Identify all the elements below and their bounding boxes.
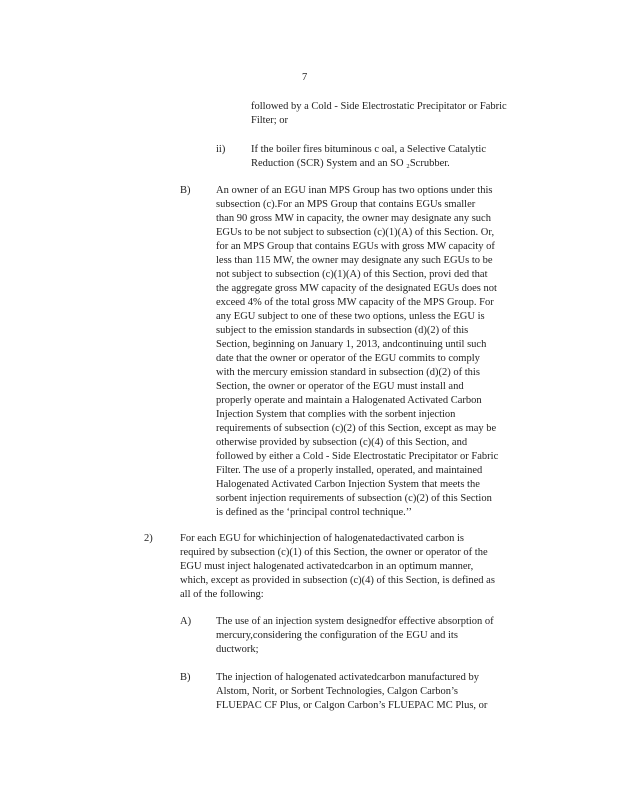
page-number: 7	[302, 72, 308, 83]
paragraph-line: which, except as provided in subsection (c)(4) of this Section, is defined as	[180, 575, 495, 586]
paragraph-line: Filter; or	[251, 115, 289, 126]
list-marker-a: A)	[180, 616, 192, 627]
paragraph-line: EGUs to be not subject to subsection (c)(1)(A) of this Section. Or,	[216, 227, 495, 238]
paragraph-line: Filter. The use of a properly installed, operated, and maintained	[216, 465, 483, 476]
paragraph-line: Section, the owner or operator of the EGU must install and	[216, 381, 464, 392]
paragraph-line: less than 115 MW, the owner may designate any such EGUs to be	[216, 255, 493, 266]
paragraph-line: not subject to subsection (c)(1)(A) of this Section, provi ded that	[216, 269, 488, 280]
paragraph-line: Halogenated Activated Carbon Injection System that meets the	[216, 479, 480, 490]
paragraph-line: Alstom, Norit, or Sorbent Technologies, Calgon Carbon’s	[216, 686, 459, 697]
paragraph-line: For each EGU for whichinjection of halogenatedactivated carbon is	[180, 533, 464, 544]
paragraph-line: the aggregate gross MW capacity of the designated EGUs does not	[216, 283, 497, 294]
paragraph-line: followed by a Cold - Side Electrostatic Precipitator or Fabric	[251, 101, 507, 112]
paragraph-line: subsection (c).For an MPS Group that contains EGUs smaller	[216, 199, 476, 210]
paragraph-line: exceed 4% of the total gross MW capacity of the MPS Group. For	[216, 297, 494, 308]
list-marker-2: 2)	[144, 533, 153, 544]
paragraph-line: The injection of halogenated activatedcarbon manufactured by	[216, 672, 479, 683]
paragraph-line: sorbent injection requirements of subsection (c)(2) of this Section	[216, 493, 492, 504]
paragraph-line: required by subsection (c)(1) of this Section, the owner or operator of the	[180, 547, 488, 558]
paragraph-line: ductwork;	[216, 644, 259, 655]
paragraph-line: Section, beginning on January 1, 2013, andcontinuing until such	[216, 339, 487, 350]
paragraph-line: is defined as the ‘principal control technique.’’	[216, 507, 413, 518]
list-marker-ii: ii)	[216, 144, 226, 155]
paragraph-line: all of the following:	[180, 589, 264, 600]
paragraph-line: followed by either a Cold - Side Electrostatic Precipitator or Fabric	[216, 451, 499, 462]
paragraph-line: for an MPS Group that contains EGUs with gross MW capacity of	[216, 241, 495, 252]
paragraph-line: The use of an injection system designedfor effective absorption of	[216, 616, 494, 627]
paragraph-line: subject to the emission standards in subsection (d)(2) of this	[216, 325, 469, 336]
paragraph-line: requirements of subsection (c)(2) of this Section, except as may be	[216, 423, 497, 434]
paragraph-line: with the mercury emission standard in subsection (d)(2) of this	[216, 367, 480, 378]
paragraph-line: Reduction (SCR) System and an SO ₂Scrubber.	[251, 158, 450, 169]
list-marker-b: B)	[180, 672, 191, 683]
paragraph-line: date that the owner or operator of the EGU commits to comply	[216, 353, 480, 364]
paragraph-line: mercury,considering the configuration of the EGU and its	[216, 630, 458, 641]
paragraph-line: FLUEPAC CF Plus, or Calgon Carbon’s FLUEPAC MC Plus, or	[216, 700, 488, 711]
paragraph-line: EGU must inject halogenated activatedcarbon in an optimum manner,	[180, 561, 474, 572]
paragraph-line: than 90 gross MW in capacity, the owner may designate any such	[216, 213, 491, 224]
paragraph-line: If the boiler fires bituminous c oal, a Selective Catalytic	[251, 144, 487, 155]
paragraph-line: properly operate and maintain a Halogenated Activated Carbon	[216, 395, 482, 406]
paragraph-line: any EGU subject to one of these two options, unless the EGU is	[216, 311, 485, 322]
paragraph-line: An owner of an EGU inan MPS Group has two options under this	[216, 185, 493, 196]
paragraph-line: otherwise provided by subsection (c)(4) of this Section, and	[216, 437, 468, 448]
list-marker-b: B)	[180, 185, 191, 196]
paragraph-line: Injection System that complies with the sorbent injection	[216, 409, 456, 420]
